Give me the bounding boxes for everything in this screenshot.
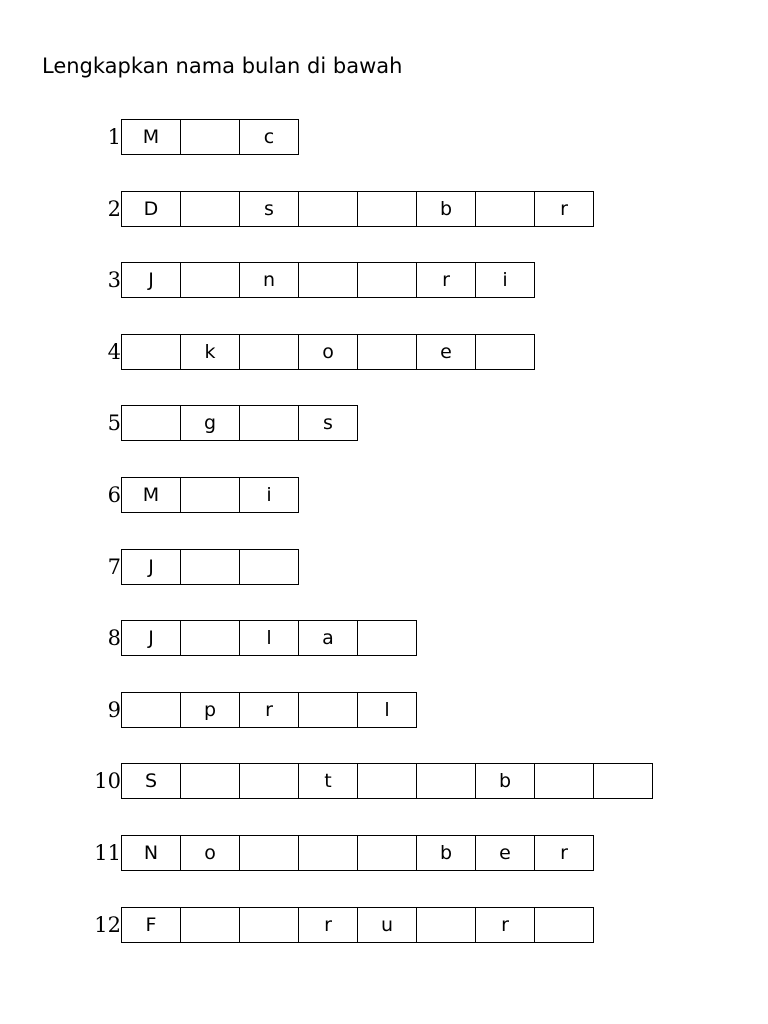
letter-box[interactable]	[299, 693, 358, 727]
row-number: 8	[107, 626, 121, 650]
letter-box[interactable]: b	[417, 836, 476, 870]
letter-boxes	[121, 907, 594, 943]
letter-box[interactable]	[181, 550, 240, 584]
letter-box[interactable]	[181, 192, 240, 226]
letter-box[interactable]: a	[299, 621, 358, 655]
letter-box[interactable]: J	[122, 621, 181, 655]
puzzle-row-2	[0, 191, 768, 227]
row-number: 2	[107, 197, 121, 221]
letter-box[interactable]	[181, 120, 240, 154]
letter-box[interactable]	[358, 335, 417, 369]
letter-box[interactable]: S	[122, 764, 181, 798]
letter-box[interactable]	[181, 764, 240, 798]
letter-box[interactable]: J	[122, 263, 181, 297]
letter-boxes	[121, 835, 594, 871]
letter-box[interactable]	[358, 192, 417, 226]
puzzle-row-12	[0, 907, 768, 943]
letter-boxes	[121, 692, 417, 728]
letter-box[interactable]: c	[240, 120, 299, 154]
letter-box[interactable]	[358, 621, 417, 655]
row-number: 9	[107, 698, 121, 722]
letter-box[interactable]	[181, 621, 240, 655]
letter-box[interactable]: l	[358, 693, 417, 727]
letter-box[interactable]: l	[240, 621, 299, 655]
letter-box[interactable]	[181, 478, 240, 512]
row-number: 6	[107, 483, 121, 507]
puzzle-row-11	[0, 835, 768, 871]
letter-box[interactable]: o	[299, 335, 358, 369]
letter-box[interactable]: r	[476, 908, 535, 942]
puzzle-row-1	[0, 119, 768, 155]
letter-box[interactable]: r	[240, 693, 299, 727]
puzzle-row-6	[0, 477, 768, 513]
letter-box[interactable]: s	[299, 406, 358, 440]
letter-box[interactable]	[122, 406, 181, 440]
puzzle-row-4	[0, 334, 768, 370]
letter-box[interactable]	[358, 263, 417, 297]
letter-box[interactable]: g	[181, 406, 240, 440]
letter-box[interactable]: M	[122, 120, 181, 154]
letter-box[interactable]	[240, 550, 299, 584]
letter-box[interactable]: e	[476, 836, 535, 870]
letter-box[interactable]	[358, 836, 417, 870]
letter-box[interactable]	[535, 764, 594, 798]
letter-box[interactable]: r	[535, 836, 594, 870]
letter-box[interactable]	[299, 836, 358, 870]
letter-box[interactable]	[594, 764, 653, 798]
letter-box[interactable]	[476, 335, 535, 369]
row-number: 10	[94, 769, 121, 793]
letter-box[interactable]	[240, 764, 299, 798]
letter-boxes	[121, 405, 358, 441]
letter-box[interactable]	[181, 908, 240, 942]
letter-box[interactable]	[417, 908, 476, 942]
letter-box[interactable]	[240, 406, 299, 440]
letter-box[interactable]: r	[417, 263, 476, 297]
letter-box[interactable]: k	[181, 335, 240, 369]
puzzle-row-7	[0, 549, 768, 585]
letter-boxes	[121, 763, 653, 799]
letter-box[interactable]: N	[122, 836, 181, 870]
letter-box[interactable]: p	[181, 693, 240, 727]
letter-box[interactable]	[240, 908, 299, 942]
letter-box[interactable]: o	[181, 836, 240, 870]
letter-boxes	[121, 334, 535, 370]
letter-box[interactable]: s	[240, 192, 299, 226]
letter-box[interactable]: r	[299, 908, 358, 942]
letter-boxes	[121, 262, 535, 298]
letter-box[interactable]: b	[417, 192, 476, 226]
letter-box[interactable]: i	[476, 263, 535, 297]
letter-box[interactable]: e	[417, 335, 476, 369]
letter-box[interactable]	[476, 192, 535, 226]
puzzle-row-3	[0, 262, 768, 298]
row-number: 1	[107, 125, 121, 149]
letter-box[interactable]	[240, 335, 299, 369]
row-number: 3	[107, 268, 121, 292]
letter-boxes	[121, 119, 299, 155]
letter-box[interactable]: i	[240, 478, 299, 512]
letter-box[interactable]	[122, 335, 181, 369]
letter-box[interactable]	[417, 764, 476, 798]
puzzle-row-9	[0, 692, 768, 728]
letter-box[interactable]: r	[535, 192, 594, 226]
letter-box[interactable]	[535, 908, 594, 942]
letter-box[interactable]	[299, 263, 358, 297]
letter-box[interactable]: D	[122, 192, 181, 226]
letter-box[interactable]	[181, 263, 240, 297]
row-number: 5	[107, 411, 121, 435]
letter-boxes	[121, 477, 299, 513]
letter-boxes	[121, 191, 594, 227]
row-number: 11	[94, 841, 121, 865]
row-number: 4	[107, 340, 121, 364]
letter-box[interactable]	[358, 764, 417, 798]
worksheet-title: Lengkapkan nama bulan di bawah	[42, 54, 403, 78]
row-number: 7	[107, 555, 121, 579]
letter-box[interactable]	[240, 836, 299, 870]
puzzle-row-10	[0, 763, 768, 799]
letter-box[interactable]	[122, 693, 181, 727]
letter-box[interactable]: M	[122, 478, 181, 512]
puzzle-row-5	[0, 405, 768, 441]
letter-boxes	[121, 620, 417, 656]
puzzle-row-8	[0, 620, 768, 656]
letter-box[interactable]: n	[240, 263, 299, 297]
letter-box[interactable]	[299, 192, 358, 226]
letter-box[interactable]: J	[122, 550, 181, 584]
letter-box[interactable]: u	[358, 908, 417, 942]
letter-box[interactable]: F	[122, 908, 181, 942]
letter-box[interactable]: t	[299, 764, 358, 798]
letter-box[interactable]: b	[476, 764, 535, 798]
row-number: 12	[94, 913, 121, 937]
letter-boxes	[121, 549, 299, 585]
